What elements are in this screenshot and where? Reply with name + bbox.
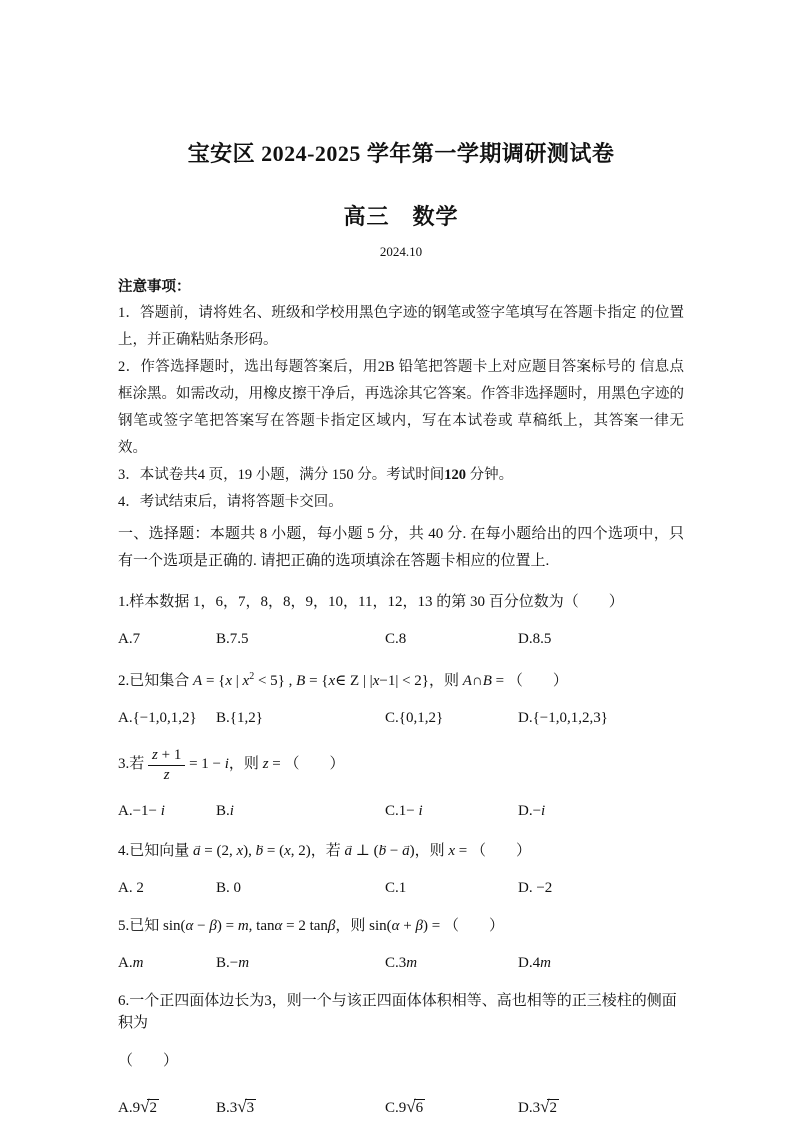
- option-a: A.{−1,0,1,2}: [118, 710, 197, 726]
- square-root: √2: [140, 1096, 157, 1116]
- option-b: B.−m: [216, 954, 250, 971]
- notice-item-1: 1．答题前，请将姓名、班级和学校用黑色字迹的钢笔或签字笔填写在答题卡指定 的位置上，并正确粘贴条形码。: [118, 305, 684, 348]
- question-3-options: [118, 800, 684, 822]
- exam-date: 2024.10: [379, 244, 423, 259]
- option-a: A.9√2: [118, 1096, 157, 1116]
- question-3: [118, 747, 684, 822]
- fraction: $\frac{z + 1}{z}$: [148, 747, 185, 785]
- question-1-stem: 1.样本数据 1，6，7，8，8，9，10，11，12，13 的第 30 百分位数为（ ）: [118, 594, 624, 610]
- notices-heading: 注意事项：: [118, 279, 191, 295]
- vector-a: a →: [193, 840, 201, 862]
- square-root: √6: [406, 1096, 424, 1116]
- option-c: C.1− i: [385, 802, 423, 819]
- question-5-options: [118, 952, 684, 974]
- option-b: B.7.5: [216, 631, 249, 647]
- option-d: D.{−1,0,1,2,3}: [518, 710, 608, 726]
- radical-sign-icon: √: [406, 1096, 416, 1116]
- option-c: C.{0,1,2}: [385, 710, 444, 726]
- option-a: A.−1− i: [118, 802, 165, 819]
- question-4: [118, 838, 684, 899]
- section-1-heading: 一、选择题：本题共 8 小题，每小题 5 分，共 40 分. 在每小题给出的四个选项中，只有一个选项是正确的. 请把正确的选项填涂在答题卡相应的位置上.: [118, 526, 684, 569]
- option-b: B. 0: [216, 879, 242, 896]
- option-a: A.m: [118, 954, 144, 971]
- notice-item-4: 4．考试结束后，请将答题卡交回。: [118, 494, 343, 510]
- notice-item-3-bold-minutes: 120: [444, 467, 466, 483]
- option-d: D.3√2: [518, 1096, 557, 1116]
- question-2: [118, 666, 684, 729]
- vector-a: a →: [402, 840, 410, 862]
- option-c: C.9√6: [385, 1096, 424, 1116]
- notice-item-3-tail: 分钟。: [466, 467, 514, 483]
- question-1-options: [118, 628, 684, 650]
- option-a: A.7: [118, 631, 141, 647]
- question-2-options: [118, 707, 684, 729]
- option-c: C.8: [385, 631, 407, 647]
- option-c: C.3m: [385, 954, 418, 971]
- question-3-stem: 3.若 $\frac{z + 1}{z}$ = 1 − i，则 z = （ ）: [118, 747, 345, 784]
- vector-b: b →: [256, 840, 264, 862]
- question-6-answer-blank: （ ）: [118, 1052, 179, 1069]
- vector-a: a →: [345, 840, 353, 862]
- notice-item-3: [118, 462, 684, 489]
- radical-sign-icon: √: [237, 1096, 247, 1116]
- notice-item-3-text: 3．本试卷共4 页，19 小题，满分 150 分。考试时间: [118, 467, 445, 483]
- exam-title: 宝安区 2024-2025 学年第一学期调研测试卷: [187, 141, 615, 166]
- option-d: D. −2: [518, 879, 553, 896]
- square-root: √3: [237, 1096, 255, 1116]
- option-c: C.1: [385, 879, 407, 896]
- question-5-stem: 5.已知 sin(α − β) = m, tanα = 2 tanβ，则 sin(α + β) = （ ）: [118, 917, 504, 934]
- radical-sign-icon: √: [140, 1096, 150, 1116]
- option-b: B.{1,2}: [216, 710, 263, 726]
- option-b: B.3√3: [216, 1096, 255, 1116]
- vector-b: b →: [379, 840, 387, 862]
- notices-block: [118, 274, 684, 516]
- question-4-options: [118, 877, 684, 899]
- option-d: D.−i: [518, 802, 546, 819]
- radical-sign-icon: √: [540, 1096, 550, 1116]
- question-6-stem: 6.一个正四面体边长为3，则一个与该正四面体体积相等、高也相等的正三棱柱的侧面积为: [118, 992, 677, 1031]
- question-6: [118, 990, 684, 1119]
- option-a: A. 2: [118, 879, 144, 896]
- option-d: D.4m: [518, 954, 551, 971]
- question-6-options: [118, 1096, 684, 1119]
- square-root: √2: [540, 1096, 557, 1116]
- option-b: B.i: [216, 802, 234, 819]
- option-d: D.8.5: [518, 631, 552, 647]
- question-1: [118, 591, 684, 650]
- question-2-stem: 2.已知集合 A = {x | $x^2 < 5$} , B = {x∈ Z | |x−1| < 2}，则 A∩B = （ ）: [118, 671, 568, 689]
- question-5: [118, 915, 684, 974]
- exam-grade-subject: 高三 数学: [343, 204, 459, 229]
- question-4-stem: 4.已知向量 a → = (2, x), b → = (x, 2)，若 a → ⊥ (b → − a →)，则 x = （ ）: [118, 838, 684, 862]
- notice-item-2: 2．作答选择题时，选出每题答案后，用2B 铅笔把答题卡上对应题目答案标号的 信息点框涂黑。如需改动，用橡皮擦干净后，再选涂其它答案。作答非选择题时，用黑色字迹的钢笔或签字笔把答案写在答题卡指定区域内，写在本试卷或 草稿纸上，其答案一律无效。: [118, 359, 684, 456]
